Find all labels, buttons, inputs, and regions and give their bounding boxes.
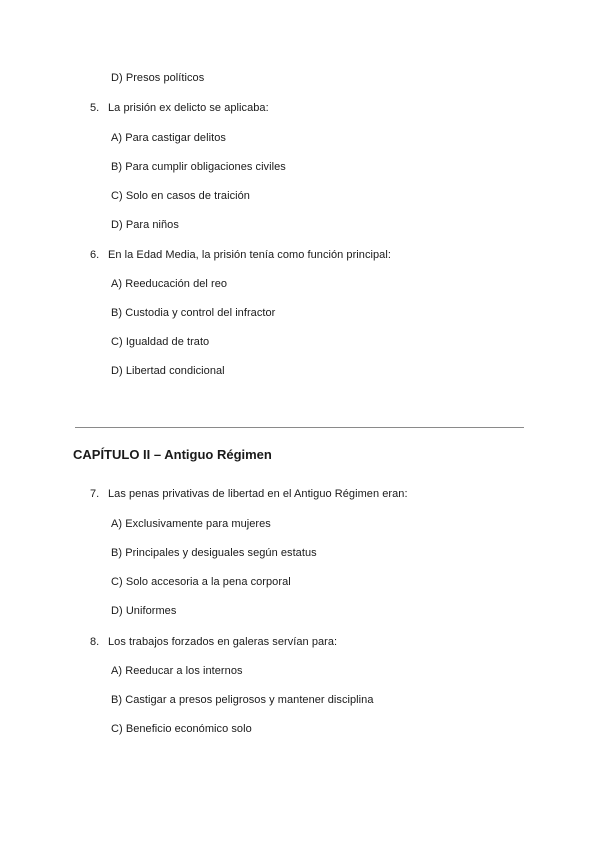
question-number: 7. (90, 488, 100, 500)
question-text: La prisión ex delicto se aplicaba: (108, 102, 269, 114)
question-7 (90, 487, 408, 501)
option-c: C) Solo accesoria a la pena corporal (111, 576, 291, 588)
option-a: A) Reeducar a los internos (111, 665, 243, 677)
option-b: B) Custodia y control del infractor (111, 307, 276, 319)
option-c: C) Solo en casos de traición (111, 190, 250, 202)
option-a: A) Exclusivamente para mujeres (111, 518, 271, 530)
question-5 (90, 101, 269, 115)
question-text: Las penas privativas de libertad en el Antiguo Régimen eran: (108, 488, 408, 500)
option-c: C) Igualdad de trato (111, 336, 210, 348)
question-number: 5. (90, 102, 100, 114)
option-d: D) Libertad condicional (111, 365, 225, 377)
question-text: Los trabajos forzados en galeras servían para: (108, 636, 338, 648)
question-text: En la Edad Media, la prisión tenía como función principal: (108, 249, 391, 261)
option-d: D) Para niños (111, 219, 179, 231)
option-d-prev: D) Presos políticos (111, 72, 205, 84)
option-a: A) Para castigar delitos (111, 132, 226, 144)
question-number: 6. (90, 249, 100, 261)
option-d: D) Uniformes (111, 605, 177, 617)
question-6 (90, 248, 391, 262)
question-8 (90, 635, 337, 649)
option-b: B) Para cumplir obligaciones civiles (111, 161, 286, 173)
option-b: B) Principales y desiguales según estatus (111, 547, 317, 559)
option-a: A) Reeducación del reo (111, 278, 228, 290)
option-c: C) Beneficio económico solo (111, 723, 252, 735)
section-divider (75, 427, 524, 428)
chapter-heading: CAPÍTULO II – Antiguo Régimen (73, 447, 272, 462)
question-number: 8. (90, 636, 100, 648)
option-b: B) Castigar a presos peligrosos y mantener disciplina (111, 694, 374, 706)
